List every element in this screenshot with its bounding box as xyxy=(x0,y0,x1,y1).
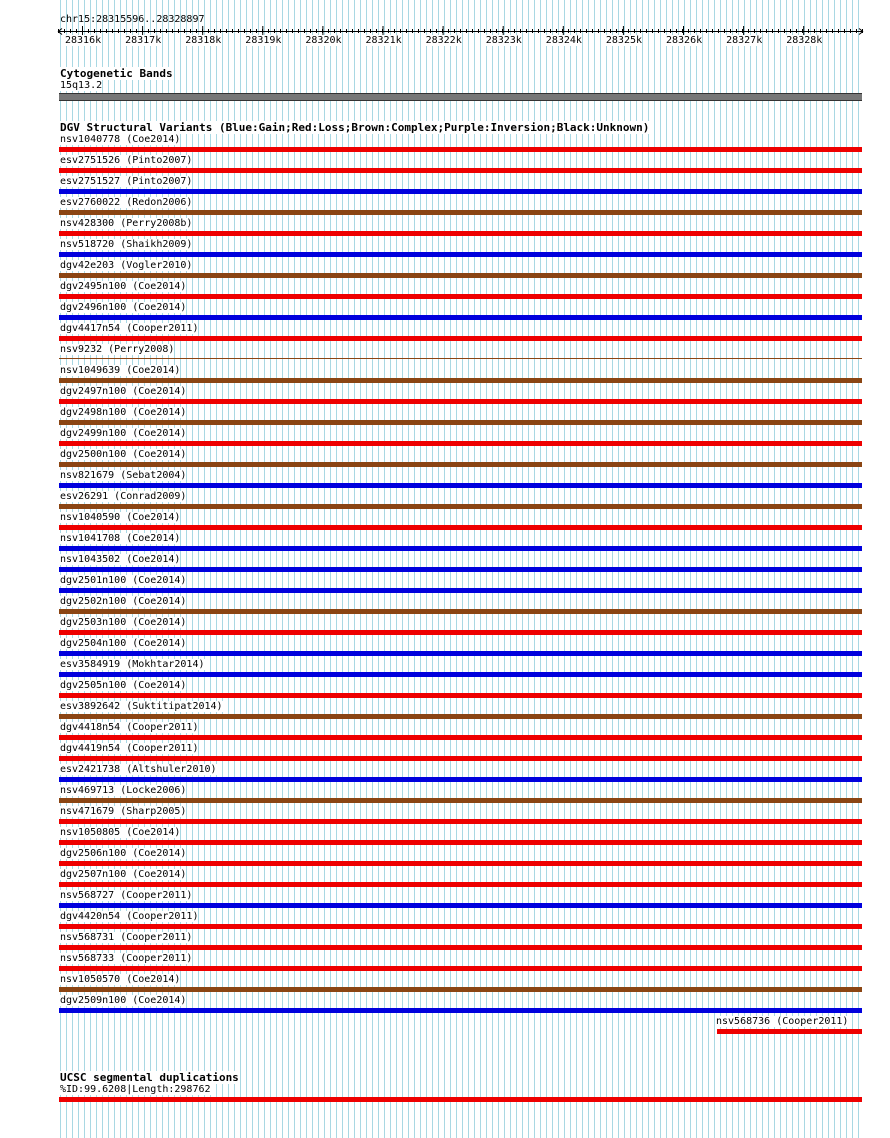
variant-label[interactable]: dgv2502n100 (Coe2014) xyxy=(60,596,187,607)
ruler-tick-label: 28322k xyxy=(425,35,462,46)
variant-bar[interactable] xyxy=(59,588,862,593)
segdup-label: %ID:99.6208|Length:298762 xyxy=(60,1084,211,1095)
variant-bar[interactable] xyxy=(59,966,862,971)
variant-label[interactable]: dgv2498n100 (Coe2014) xyxy=(60,407,187,418)
variant-bar[interactable] xyxy=(59,735,862,740)
variant-bar[interactable] xyxy=(59,567,862,572)
ruler-tick-label: 28326k xyxy=(666,35,703,46)
ruler-tick-label: 28323k xyxy=(485,35,522,46)
variant-bar[interactable] xyxy=(59,168,862,173)
dgv-track-title[interactable]: DGV Structural Variants (Blue:Gain;Red:Loss;Brown:Complex;Purple:Inversion;Black:Unknown) xyxy=(60,121,650,134)
variant-label[interactable]: dgv2495n100 (Coe2014) xyxy=(60,281,187,292)
variant-bar[interactable] xyxy=(59,819,862,824)
variant-bar[interactable] xyxy=(59,252,862,257)
variant-label[interactable]: nsv428300 (Perry2008b) xyxy=(60,218,193,229)
variant-label[interactable]: dgv2505n100 (Coe2014) xyxy=(60,680,187,691)
variant-bar[interactable] xyxy=(59,358,862,359)
variant-label[interactable]: esv2421738 (Altshuler2010) xyxy=(60,764,217,775)
variant-label[interactable]: nsv1050805 (Coe2014) xyxy=(60,827,181,838)
variant-bar[interactable] xyxy=(59,987,862,992)
variant-label[interactable]: dgv2496n100 (Coe2014) xyxy=(60,302,187,313)
ruler-tick-label: 28319k xyxy=(245,35,282,46)
variant-bar[interactable] xyxy=(59,609,862,614)
variant-bar[interactable] xyxy=(59,231,862,236)
variant-bar[interactable] xyxy=(59,483,862,488)
variant-bar[interactable] xyxy=(59,441,862,446)
variant-bar[interactable] xyxy=(59,504,862,509)
ruler-tick-label: 28318k xyxy=(185,35,222,46)
variant-label[interactable]: esv26291 (Conrad2009) xyxy=(60,491,187,502)
variant-label[interactable]: dgv2499n100 (Coe2014) xyxy=(60,428,187,439)
ruler-tick-label: 28317k xyxy=(125,35,162,46)
variant-label[interactable]: esv2760022 (Redon2006) xyxy=(60,197,193,208)
variant-bar[interactable] xyxy=(59,630,862,635)
ruler-tick-label: 28325k xyxy=(605,35,643,46)
coordinate-readout: chr15:28315596..28328897 xyxy=(60,14,205,25)
cytoband-bar[interactable] xyxy=(59,93,862,101)
variant-bar[interactable] xyxy=(59,777,862,782)
variant-bar[interactable] xyxy=(59,693,862,698)
variant-bar[interactable] xyxy=(59,525,862,530)
variant-bar[interactable] xyxy=(59,798,862,803)
variant-label[interactable]: dgv2501n100 (Coe2014) xyxy=(60,575,187,586)
variant-label[interactable]: nsv568727 (Cooper2011) xyxy=(60,890,193,901)
variant-bar[interactable] xyxy=(59,1008,862,1013)
ruler-tick-label: 28327k xyxy=(726,35,763,46)
variant-label[interactable]: nsv1043502 (Coe2014) xyxy=(60,554,181,565)
variant-bar[interactable] xyxy=(59,420,862,425)
variant-bar[interactable] xyxy=(59,378,862,383)
variant-bar[interactable] xyxy=(717,1029,862,1034)
ruler-tick-label: 28320k xyxy=(305,35,342,46)
variant-bar[interactable] xyxy=(59,840,862,845)
variant-bar[interactable] xyxy=(59,399,862,404)
variant-label[interactable]: esv2751527 (Pinto2007) xyxy=(60,176,193,187)
variant-bar[interactable] xyxy=(59,462,862,467)
variant-bar[interactable] xyxy=(59,210,862,215)
variant-label[interactable]: dgv2503n100 (Coe2014) xyxy=(60,617,187,628)
variant-label[interactable]: nsv518720 (Shaikh2009) xyxy=(60,239,193,250)
variant-bar[interactable] xyxy=(59,315,862,320)
segdup-bar[interactable] xyxy=(59,1097,862,1102)
variant-label[interactable]: nsv568736 (Cooper2011) xyxy=(716,1016,849,1027)
variant-bar[interactable] xyxy=(59,861,862,866)
variant-bar[interactable] xyxy=(59,546,862,551)
variant-bar[interactable] xyxy=(59,924,862,929)
variant-label[interactable]: nsv1040778 (Coe2014) xyxy=(60,134,181,145)
variant-label[interactable]: dgv2504n100 (Coe2014) xyxy=(60,638,187,649)
variant-bar[interactable] xyxy=(59,294,862,299)
variant-label[interactable]: dgv2509n100 (Coe2014) xyxy=(60,995,187,1006)
variant-label[interactable]: dgv2500n100 (Coe2014) xyxy=(60,449,187,460)
cytoband-track-title[interactable]: Cytogenetic Bands xyxy=(60,67,173,80)
variant-bar[interactable] xyxy=(59,945,862,950)
variant-label[interactable]: dgv4418n54 (Cooper2011) xyxy=(60,722,199,733)
variant-label[interactable]: nsv821679 (Sebat2004) xyxy=(60,470,187,481)
variant-label[interactable]: dgv2507n100 (Coe2014) xyxy=(60,869,187,880)
variant-label[interactable]: nsv471679 (Sharp2005) xyxy=(60,806,187,817)
variant-bar[interactable] xyxy=(59,714,862,719)
variant-label[interactable]: esv2751526 (Pinto2007) xyxy=(60,155,193,166)
variant-label[interactable]: nsv1049639 (Coe2014) xyxy=(60,365,181,376)
variant-label[interactable]: dgv4420n54 (Cooper2011) xyxy=(60,911,199,922)
ruler-tick-label: 28328k xyxy=(786,35,823,46)
variant-label[interactable]: esv3584919 (Mokhtar2014) xyxy=(60,659,205,670)
variant-label[interactable]: nsv1041708 (Coe2014) xyxy=(60,533,181,544)
variant-label[interactable]: nsv1040590 (Coe2014) xyxy=(60,512,181,523)
variant-label[interactable]: dgv2506n100 (Coe2014) xyxy=(60,848,187,859)
segdup-track-title[interactable]: UCSC segmental duplications xyxy=(60,1071,239,1084)
ruler-tick-label: 28316k xyxy=(65,35,102,46)
variant-label[interactable]: nsv9232 (Perry2008) xyxy=(60,344,175,355)
variant-label[interactable]: dgv4417n54 (Cooper2011) xyxy=(60,323,199,334)
variant-bar[interactable] xyxy=(59,189,862,194)
variant-label[interactable]: nsv568731 (Cooper2011) xyxy=(60,932,193,943)
cytoband-label: 15q13.2 xyxy=(60,80,103,91)
variant-bar[interactable] xyxy=(59,273,862,278)
variant-bar[interactable] xyxy=(59,882,862,887)
variant-label[interactable]: dgv2497n100 (Coe2014) xyxy=(60,386,187,397)
variant-label[interactable]: nsv469713 (Locke2006) xyxy=(60,785,187,796)
variant-label[interactable]: dgv4419n54 (Cooper2011) xyxy=(60,743,199,754)
variant-label[interactable]: nsv1050570 (Coe2014) xyxy=(60,974,181,985)
variant-bar[interactable] xyxy=(59,336,862,341)
variant-label[interactable]: dgv42e203 (Vogler2010) xyxy=(60,260,193,271)
ruler-tick-label: 28324k xyxy=(545,35,582,46)
variant-bar[interactable] xyxy=(59,672,862,677)
variant-bar[interactable] xyxy=(59,651,862,656)
variant-bar[interactable] xyxy=(59,756,862,761)
variant-bar[interactable] xyxy=(59,903,862,908)
variant-label[interactable]: nsv568733 (Cooper2011) xyxy=(60,953,193,964)
ruler-tick-label: 28321k xyxy=(365,35,402,46)
variant-label[interactable]: esv3892642 (Suktitipat2014) xyxy=(60,701,223,712)
variant-bar[interactable] xyxy=(59,147,862,152)
